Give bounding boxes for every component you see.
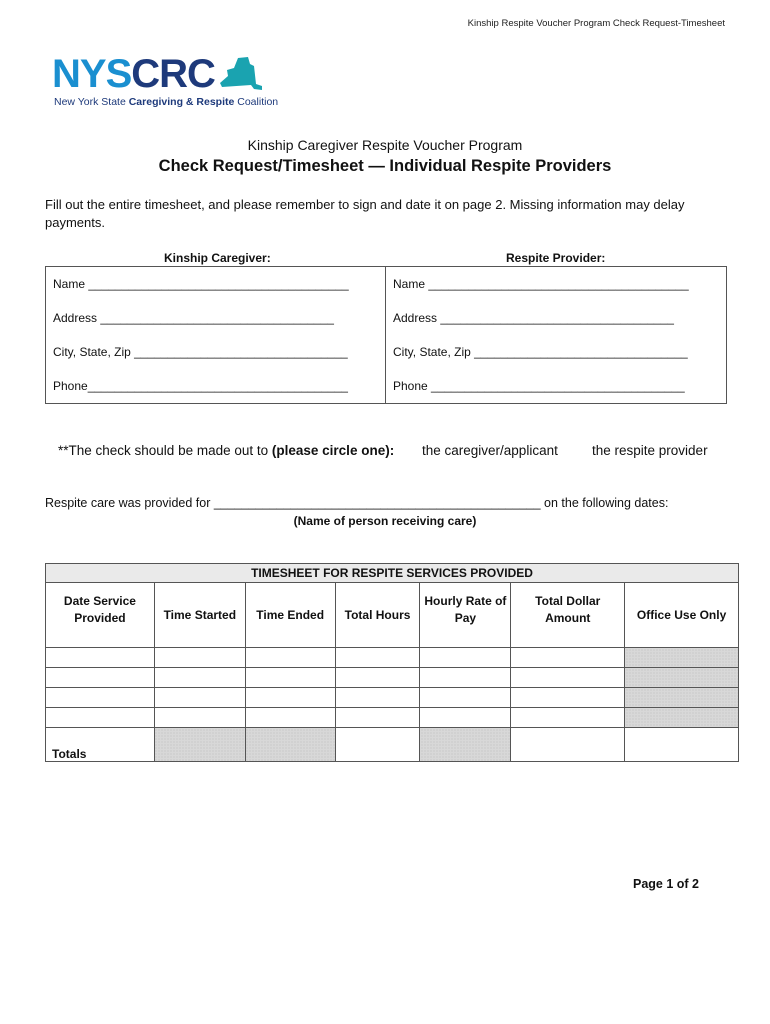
provider-phone-field[interactable]: Phone ______________________________________	[393, 379, 685, 393]
logo-subtitle: New York State Caregiving & Respite Coalition	[54, 96, 279, 108]
logo-acronym: NYSCRC	[52, 52, 215, 96]
col-total-dollar: Total Dollar Amount	[511, 583, 625, 648]
running-header: Kinship Respite Voucher Program Check Request-Timesheet	[467, 18, 725, 29]
payee-option-provider[interactable]: the respite provider	[592, 443, 708, 458]
date-cell[interactable]	[46, 708, 155, 728]
table-row	[46, 648, 739, 668]
contact-info-box	[45, 266, 727, 404]
time-ended-cell[interactable]	[245, 668, 335, 688]
caregiver-city-state-zip-field[interactable]: City, State, Zip ________________________________	[53, 345, 348, 359]
total-hours-cell[interactable]	[335, 688, 420, 708]
totals-rate-shaded	[420, 728, 511, 762]
instructions-text: Fill out the entire timesheet, and please remember to sign and date it on page 2. Missing information may delay payments.	[45, 197, 685, 230]
totals-time-started-shaded	[154, 728, 245, 762]
provider-name-field[interactable]: Name _______________________________________	[393, 277, 689, 291]
totals-row	[46, 728, 739, 762]
total-hours-cell[interactable]	[335, 708, 420, 728]
date-cell[interactable]	[46, 688, 155, 708]
total-dollar-cell[interactable]	[511, 668, 625, 688]
caregiver-phone-field[interactable]: Phone_______________________________________	[53, 379, 348, 393]
office-use-cell	[625, 708, 739, 728]
caregiver-name-field[interactable]: Name _______________________________________	[53, 277, 349, 291]
nyscrc-logo	[52, 52, 279, 114]
col-date-service: Date Service Provided	[46, 583, 155, 648]
table-row	[46, 708, 739, 728]
hourly-rate-cell[interactable]	[420, 708, 511, 728]
time-started-cell[interactable]	[154, 648, 245, 668]
table-row	[46, 668, 739, 688]
office-use-cell	[625, 688, 739, 708]
timesheet-header-row	[46, 583, 739, 648]
time-started-cell[interactable]	[154, 668, 245, 688]
care-recipient-line[interactable]: Respite care was provided for _______________________________________________ on the following dates:	[45, 496, 669, 510]
provider-city-state-zip-field[interactable]: City, State, Zip ________________________________	[393, 345, 688, 359]
payee-instruction: **The check should be made out to (please circle one):	[58, 443, 395, 458]
totals-time-ended-shaded	[245, 728, 335, 762]
hourly-rate-cell[interactable]	[420, 668, 511, 688]
timesheet-table	[45, 563, 739, 762]
payee-option-caregiver[interactable]: the caregiver/applicant	[422, 443, 558, 458]
totals-label: Totals	[46, 728, 155, 762]
time-started-cell[interactable]	[154, 688, 245, 708]
total-hours-cell[interactable]	[335, 668, 420, 688]
program-name: Kinship Caregiver Respite Voucher Program	[247, 137, 523, 153]
col-hourly-rate: Hourly Rate of Pay	[420, 583, 511, 648]
totals-hours-cell[interactable]	[335, 728, 420, 762]
totals-dollar-cell[interactable]	[511, 728, 625, 762]
office-use-cell	[625, 668, 739, 688]
total-hours-cell[interactable]	[335, 648, 420, 668]
total-dollar-cell[interactable]	[511, 648, 625, 668]
column-divider	[385, 267, 386, 403]
col-total-hours: Total Hours	[335, 583, 420, 648]
caregiver-heading: Kinship Caregiver:	[164, 251, 271, 265]
new-york-state-map-icon	[218, 56, 264, 94]
page-number: Page 1 of 2	[633, 877, 699, 891]
provider-heading: Respite Provider:	[506, 251, 606, 265]
hourly-rate-cell[interactable]	[420, 648, 511, 668]
time-ended-cell[interactable]	[245, 648, 335, 668]
date-cell[interactable]	[46, 668, 155, 688]
caregiver-address-field[interactable]: Address ___________________________________	[53, 311, 334, 325]
time-ended-cell[interactable]	[245, 708, 335, 728]
provider-address-field[interactable]: Address ___________________________________	[393, 311, 674, 325]
totals-office-use-cell	[625, 728, 739, 762]
hourly-rate-cell[interactable]	[420, 688, 511, 708]
timesheet-banner: TIMESHEET FOR RESPITE SERVICES PROVIDED	[46, 564, 739, 583]
table-row	[46, 688, 739, 708]
office-use-cell	[625, 648, 739, 668]
page-title: Check Request/Timesheet — Individual Respite Providers	[158, 157, 612, 175]
col-time-ended: Time Ended	[245, 583, 335, 648]
date-cell[interactable]	[46, 648, 155, 668]
total-dollar-cell[interactable]	[511, 688, 625, 708]
care-recipient-note: (Name of person receiving care)	[293, 514, 477, 528]
time-ended-cell[interactable]	[245, 688, 335, 708]
total-dollar-cell[interactable]	[511, 708, 625, 728]
time-started-cell[interactable]	[154, 708, 245, 728]
col-office-use: Office Use Only	[625, 583, 739, 648]
col-time-started: Time Started	[154, 583, 245, 648]
